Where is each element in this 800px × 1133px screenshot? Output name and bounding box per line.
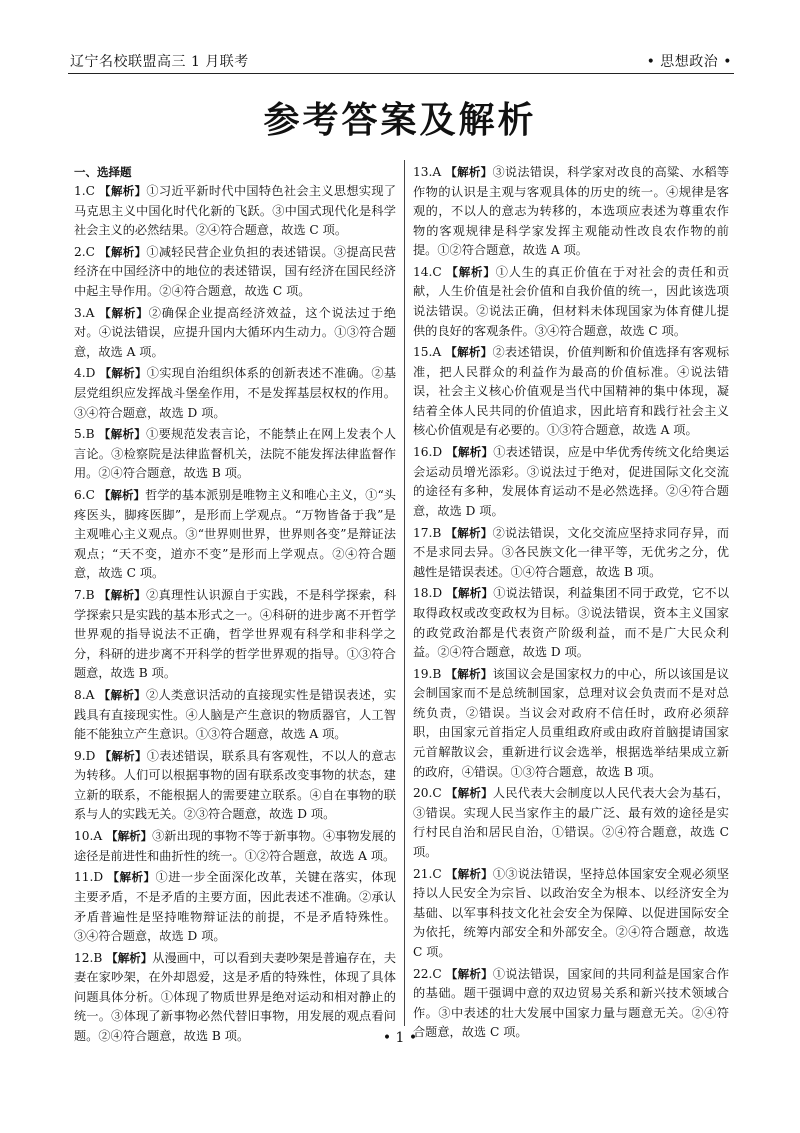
analysis-text: ③新出现的事物不等于新事物。④事物发展的途径是前进性和曲折性的统一。①②符合题意，故选 A 项。	[74, 829, 397, 863]
column-divider	[404, 160, 405, 1026]
analysis-text: ①进一步全面深化改革，关键在落实，体现主要矛盾，不是矛盾的主要方面，因此表述不准确。②承认矛盾普遍性是坚持唯物辩证法的前提，不是矛盾特殊性。③④符合题意，故选 D 项。	[74, 870, 397, 944]
analysis-text: ③说法错误，科学家对改良的高粱、水稻等作物的认识是主观与客观具体的历史的统一。④规律是客观的，不以人的意志为转移的，本选项应表述为尊重农作物的客观规律是科学家发挥主观能动性改良农作物的前提。①②符合题意，故选 A 项。	[413, 165, 730, 258]
analysis-text: ②人类意识活动的直接现实性是错误表述，实践具有直接现实性。④人脑是产生意识的物质器官，人工智能不能独立产生意识。①③符合题意，故选 A 项。	[74, 687, 397, 742]
analysis-text: 从漫画中，可以看到夫妻吵架是普遍存在，夫妻在家吵架，在外却恩爱，这是矛盾的特殊性，体现了具体问题具体分析。①体现了物质世界是绝对运动和相对静止的统一。③体现了新事物必然代替旧事物，用发展的观点看问题。②④符合题意，故选 B 项。	[74, 950, 397, 1044]
answer-number: 11.D	[74, 870, 104, 885]
analysis-tag: 【解析】	[107, 870, 156, 885]
answer-number: 12.B	[74, 950, 103, 965]
answer-number: 5.B	[74, 427, 95, 442]
answer-number: 13.A	[413, 165, 442, 179]
answer-item	[413, 584, 729, 662]
answer-item	[413, 163, 729, 261]
answer-item	[413, 443, 729, 521]
answer-item	[413, 524, 729, 583]
analysis-tag: 【解析】	[446, 445, 494, 460]
analysis-text: ①说法错误，国家间的共同利益是国家合作的基础。题干强调中意的双边贸易关系和新兴技术领域合作。③中表述的壮大发展中国家力量与题意无关。②④符合题意，故选 C 项。	[413, 966, 730, 1040]
answer-number: 18.D	[413, 586, 443, 601]
analysis-text: ①实现自治组织体系的创新表述不准确。②基层党组织应发挥战斗堡垒作用，不是发挥基层权权的作用。③④符合题意，故选 D 项。	[74, 366, 397, 420]
answer-number: 8.A	[74, 687, 95, 702]
answer-number: 10.A	[74, 829, 103, 844]
analysis-tag: 【解析】	[99, 244, 147, 259]
answer-number: 7.B	[74, 588, 95, 603]
answer-item	[74, 243, 396, 302]
analysis-tag: 【解析】	[99, 305, 149, 320]
analysis-text: ①要规范发表言论，不能禁止在网上发表个人言论。③检察院是法律监督机关，法院不能发挥法律监督作用。②④符合题意，故选 B 项。	[74, 427, 397, 481]
answer-number: 16.D	[413, 445, 443, 460]
analysis-text: ①习近平新时代中国特色社会主义思想实现了马克思主义中国化时代化新的飞跃。③中国式现代化是科学社会主义的必然结果。②④符合题意，故选 C 项。	[74, 184, 397, 238]
answer-number: 2.C	[74, 244, 95, 259]
analysis-tag: 【解析】	[446, 586, 494, 601]
answer-item	[74, 425, 396, 484]
right-column	[413, 163, 729, 1045]
analysis-tag: 【解析】	[445, 966, 493, 981]
analysis-tag: 【解析】	[445, 525, 493, 540]
analysis-tag: 【解析】	[99, 366, 147, 381]
analysis-text: 哲学的基本派别是唯物主义和唯心主义，①“头疼医头，脚疼医脚”，是形而上学观点。“万物皆备于我”是主观唯心主义观点。③“世界则世界，世界则各变”是辩证法观点；“天不变，道亦不变”是形而上学观点。②④符合题意，故选 C 项。	[74, 488, 396, 581]
answer-number: 6.C	[74, 488, 95, 503]
answer-item	[413, 665, 729, 782]
answer-number: 15.A	[413, 345, 442, 360]
page-number: • 1 •	[382, 1030, 418, 1046]
answer-number: 4.D	[74, 366, 96, 381]
answer-number: 14.C	[413, 264, 442, 279]
answer-item	[413, 865, 729, 963]
analysis-text: ①减轻民营企业负担的表述错误。③提高民营经济在中国经济中的地位的表述错误，国有经济在国民经济中起主导作用。②④符合题意，故选 C 项。	[74, 244, 397, 298]
header-subject: • 思想政治 •	[646, 54, 732, 70]
analysis-tag: 【解析】	[445, 866, 493, 881]
answer-item	[74, 747, 396, 825]
analysis-tag: 【解析】	[98, 488, 146, 503]
answer-item	[74, 586, 396, 684]
analysis-tag: 【解析】	[445, 666, 493, 681]
analysis-tag: 【解析】	[106, 950, 153, 965]
analysis-text: ①说法错误，利益集团不同于政党，它不以取得政权或改变政权为目标。③说法错误，资本主义国家的政党政治都是代表资产阶级利益，而不是广大民众利益。②④符合题意，故选 D 项。	[413, 586, 730, 660]
analysis-text: ②确保企业提高经济效益，这个说法过于绝对。④说法错误，应提升国内大循环内生动力。①③符合题意，故选 A 项。	[74, 305, 396, 359]
analysis-text: ①人生的真正价值在于对社会的责任和贡献，人生价值是社会价值和自我价值的统一，因此该选项说法错误。②说法正确，但材料未体现国家为体育健儿提供的良好的客观条件。③④符合题意，故选 C 项。	[413, 264, 730, 338]
answer-item	[74, 486, 396, 584]
answer-item	[413, 784, 729, 862]
analysis-text: 人民代表大会制度以人民代表大会为基石，③错误。实现人民当家作主的最广泛、最有效的途径是实行村民自治和居民自治，①错误。②④符合题意，故选 C 项。	[413, 786, 730, 859]
answer-item	[413, 263, 729, 341]
analysis-text: ②真理性认识源自于实践，不是科学探索，科学探索只是实践的基本形式之一。④科研的进步离不开哲学世界观的指导说法不正确，哲学世界观有科学和非科学之分，科研的进步离不开科学的哲学世界观的指导。①③符合题意，故选 B 项。	[74, 588, 397, 681]
answer-item	[413, 343, 729, 441]
analysis-tag: 【解析】	[445, 345, 493, 360]
page-header	[68, 44, 734, 74]
header-exam-name: 辽宁名校联盟高三 1 月联考	[70, 54, 249, 70]
analysis-text: ①表述错误，联系具有客观性，不以人的意志为转移。人们可以根据事物的固有联系改变事物的状态，建立新的联系，不能根据人的需要建立联系。④自在事物的联系与人的实践无关。②③符合题意，故选 D 项。	[74, 748, 397, 822]
analysis-tag: 【解析】	[446, 264, 496, 279]
analysis-text: ①③说法错误，坚持总体国家安全观必须坚持以人民安全为宗旨、以政治安全为根本、以经济安全为基础、以军事科技文化社会安全为保障、以促进国际安全为依托，统筹内部安全和外部安全。②④符合题意，故选 C 项。	[413, 866, 730, 959]
analysis-text: ②表述错误，价值判断和价值选择有客观标准，把人民群众的利益作为最高的价值标准。④说法错误，社会主义核心价值观是当代中国精神的集中体现，凝结着全体人民共同的价值追求，因此培育和践行社会主义核心价值观是有必要的。①③符合题意，故选 A 项。	[413, 345, 730, 438]
answer-number: 22.C	[413, 966, 442, 981]
page-title: 参考答案及解析	[263, 100, 537, 141]
answer-number: 20.C	[413, 786, 442, 801]
analysis-tag: 【解析】	[98, 687, 146, 702]
analysis-text: ①表述错误，应是中华优秀传统文化给奥运会运动员增光添彩。③说法过于绝对，促进国际文化交流的途径有多种，发展体育运动不是必然选择。②④符合题意，故选 D 项。	[413, 445, 730, 518]
answer-item	[74, 686, 396, 745]
answer-item	[74, 182, 396, 241]
answer-item	[74, 868, 396, 946]
analysis-tag: 【解析】	[445, 786, 493, 801]
answer-number: 3.A	[74, 305, 95, 320]
analysis-text: ②说法错误，文化交流应坚持求同存异，而不是求同去异。③各民族文化一律平等，无优劣之分，优越性是错误表述。①④符合题意，故选 B 项。	[413, 525, 730, 579]
analysis-text: 该国议会是国家权力的中心，所以该国是议会制国家而不是总统制国家，总理对议会负责而不是对总统负责，②错误。当议会对政府不信任时，政府必须辞职，由国家元首指定人员重组政府或由政府首脑提请国家元首解散议会，重新进行议会选举，根据选举结果成立新的政府，④错误。①③符合题意，故选 B 项。	[413, 666, 730, 779]
analysis-tag: 【解析】	[99, 748, 147, 763]
answer-number: 19.B	[413, 666, 442, 681]
answer-item	[74, 304, 396, 363]
analysis-tag: 【解析】	[99, 184, 147, 198]
answer-item	[74, 827, 396, 866]
analysis-tag: 【解析】	[98, 427, 147, 442]
analysis-tag: 【解析】	[98, 588, 147, 603]
analysis-tag: 【解析】	[445, 165, 493, 179]
analysis-tag: 【解析】	[106, 829, 153, 844]
answer-item	[74, 364, 396, 423]
answer-number: 1.C	[74, 184, 95, 198]
answer-number: 21.C	[413, 866, 442, 881]
answer-number: 9.D	[74, 748, 96, 763]
answer-number: 17.B	[413, 525, 442, 540]
section-title: 一、选择题	[74, 165, 132, 179]
left-column	[74, 163, 396, 1049]
